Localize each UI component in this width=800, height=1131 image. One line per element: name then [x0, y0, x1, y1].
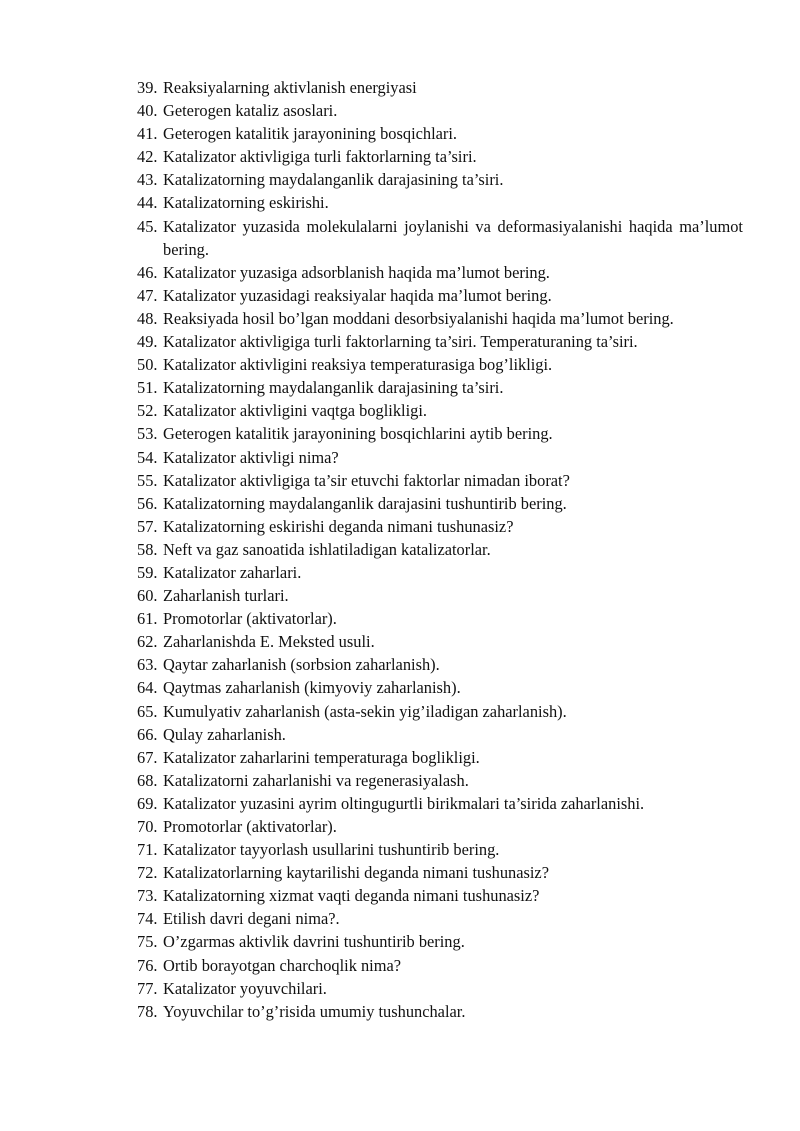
item-text: Katalizatorning eskirishi. [163, 193, 329, 213]
list-item [137, 145, 743, 168]
item-text: Katalizator yuzasiga adsorblanish haqida ma’lumot bering. [163, 262, 550, 282]
list-item [137, 907, 743, 930]
item-text: Katalizatorning eskirishi deganda nimani tushunasiz? [163, 516, 514, 536]
list-item [137, 792, 743, 815]
item-number: 64. [137, 678, 158, 698]
item-text: Katalizator yuzasida molekulalarni joylanishi va deformasiyalanishi haqida ma’lumot bering. [163, 216, 743, 259]
list-item [137, 815, 743, 838]
list-item [137, 215, 743, 261]
item-text: Etilish davri degani nima?. [163, 909, 340, 929]
item-text: Katalizator aktivligini vaqtga boglikligi. [163, 401, 428, 421]
list-item [137, 607, 743, 630]
item-text: Reaksiyalarning aktivlanish energiyasi [163, 78, 417, 97]
item-text: Katalizator tayyorlash usullarini tushuntirib bering. [163, 840, 500, 860]
item-number: 47. [137, 285, 158, 305]
list-item [137, 307, 743, 330]
list-item [137, 422, 743, 445]
item-text: Katalizator yuzasini ayrim oltingugurtli birikmalari ta’sirida zaharlanishi. [163, 793, 645, 813]
item-text: Qaytar zaharlanish (sorbsion zaharlanish). [163, 655, 440, 675]
item-text: Katalizatorning maydalanganlik darajasining ta’siri. [163, 378, 504, 398]
list-item [137, 676, 743, 699]
item-text: O’zgarmas aktivlik davrini tushuntirib bering. [163, 932, 465, 952]
item-number: 49. [137, 332, 158, 352]
item-number: 55. [137, 470, 158, 490]
list-item [137, 977, 743, 1000]
list-item [137, 723, 743, 746]
item-text: Katalizator aktivligini reaksiya temperaturasiga bog’likligi. [163, 355, 553, 375]
item-number: 72. [137, 863, 158, 883]
item-text: Katalizator zaharlari. [163, 562, 302, 582]
list-item [137, 191, 743, 214]
item-number: 75. [137, 932, 158, 952]
list-item [137, 700, 743, 723]
item-text: Katalizatorni zaharlanishi va regenerasiyalash. [163, 770, 469, 790]
item-number: 65. [137, 701, 158, 721]
item-number: 76. [137, 955, 158, 975]
item-number: 71. [137, 840, 158, 860]
list-item [137, 884, 743, 907]
list-item [137, 330, 743, 353]
item-text: Ortib borayotgan charchoqlik nima? [163, 955, 402, 975]
item-number: 69. [137, 793, 158, 813]
item-number: 62. [137, 632, 158, 652]
item-text: Katalizatorning maydalanganlik darajasining ta’siri. [163, 170, 504, 190]
list-item [137, 515, 743, 538]
item-number: 74. [137, 909, 158, 929]
list-item [137, 584, 743, 607]
item-number: 54. [137, 447, 158, 467]
item-text: Qulay zaharlanish. [163, 724, 286, 744]
item-number: 59. [137, 562, 158, 582]
item-number: 60. [137, 586, 158, 606]
item-number: 39. [137, 78, 158, 97]
item-text: Promotorlar (aktivatorlar). [163, 817, 337, 836]
list-item [137, 353, 743, 376]
list-item [137, 1000, 743, 1023]
item-number: 41. [137, 124, 158, 144]
item-text: Katalizator zaharlarini temperaturaga boglikligi. [163, 747, 480, 767]
item-number: 63. [137, 655, 158, 675]
item-number: 58. [137, 539, 158, 559]
list-item [137, 561, 743, 584]
item-text: Katalizator aktivligi nima? [163, 447, 339, 467]
list-item [137, 284, 743, 307]
list-item [137, 769, 743, 792]
item-number: 44. [137, 193, 158, 213]
list-item [137, 861, 743, 884]
item-number: 50. [137, 355, 158, 375]
list-item [137, 76, 743, 99]
list-item [137, 538, 743, 561]
item-text: Neft va gaz sanoatida ishlatiladigan katalizatorlar. [163, 539, 491, 559]
item-number: 51. [137, 378, 158, 398]
item-text: Katalizator yoyuvchilari. [163, 978, 327, 998]
item-number: 56. [137, 493, 158, 513]
item-number: 53. [137, 424, 158, 444]
list-item [137, 630, 743, 653]
item-text: Geterogen katalitik jarayonining bosqichlari. [163, 124, 458, 144]
item-number: 52. [137, 401, 158, 421]
item-text: Katalizatorning xizmat vaqti deganda nimani tushunasiz? [163, 886, 540, 906]
list-item [137, 838, 743, 861]
item-text: Katalizatorning maydalanganlik darajasini tushuntirib bering. [163, 493, 567, 513]
list-item [137, 168, 743, 191]
item-text: Geterogen kataliz asoslari. [163, 101, 338, 121]
list-item [137, 99, 743, 122]
list-item [137, 399, 743, 422]
item-number: 66. [137, 724, 158, 744]
item-text: Qaytmas zaharlanish (kimyoviy zaharlanish). [163, 678, 461, 698]
item-number: 73. [137, 886, 158, 906]
list-item [137, 446, 743, 469]
list-item [137, 469, 743, 492]
item-number: 78. [137, 1001, 158, 1021]
item-text: Katalizator aktivligiga turli faktorlarning ta’siri. [163, 147, 477, 167]
item-text: Yoyuvchilar to’g’risida umumiy tushunchalar. [163, 1001, 466, 1021]
item-text: Reaksiyada hosil bo’lgan moddani desorbsiyalanishi haqida ma’lumot bering. [163, 308, 674, 328]
list-item [137, 930, 743, 953]
item-number: 43. [137, 170, 158, 190]
item-text: Kumulyativ zaharlanish (asta-sekin yig’iladigan zaharlanish). [163, 701, 567, 721]
item-text: Katalizator aktivligiga ta’sir etuvchi faktorlar nimadan iborat? [163, 470, 570, 490]
list-item [137, 653, 743, 676]
item-text: Katalizator yuzasidagi reaksiyalar haqida ma’lumot bering. [163, 285, 552, 305]
item-number: 68. [137, 770, 158, 790]
list-item [137, 954, 743, 977]
list-item [137, 122, 743, 145]
item-number: 42. [137, 147, 158, 167]
list-item [137, 261, 743, 284]
item-number: 40. [137, 101, 158, 121]
item-text: Promotorlar (aktivatorlar). [163, 609, 337, 629]
item-text: Geterogen katalitik jarayonining bosqichlarini aytib bering. [163, 424, 553, 444]
item-number: 67. [137, 747, 158, 767]
item-number: 48. [137, 308, 158, 328]
list-item [137, 376, 743, 399]
item-text: Katalizator aktivligiga turli faktorlarning ta’siri. Temperaturaning ta’siri. [163, 332, 638, 352]
item-text: Zaharlanish turlari. [163, 586, 289, 606]
question-list [137, 76, 743, 1023]
item-number: 77. [137, 978, 158, 998]
item-number: 57. [137, 516, 158, 536]
item-number: 45. [137, 216, 158, 236]
item-text: Katalizatorlarning kaytarilishi deganda nimani tushunasiz? [163, 863, 549, 883]
item-text: Zaharlanishda E. Meksted usuli. [163, 632, 375, 652]
list-item [137, 746, 743, 769]
item-number: 46. [137, 262, 158, 282]
item-number: 70. [137, 817, 158, 836]
item-number: 61. [137, 609, 158, 629]
list-item [137, 492, 743, 515]
